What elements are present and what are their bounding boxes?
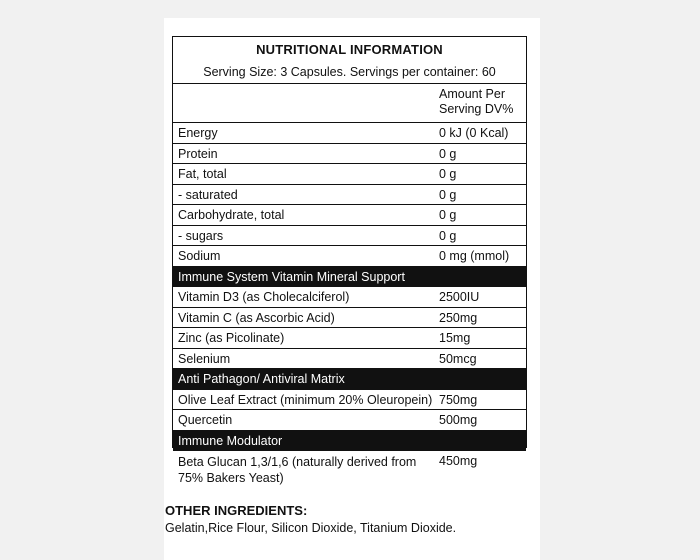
nutrient-row (173, 163, 526, 184)
ingredient-name: Zinc (as Picolinate) (178, 331, 285, 345)
section-title: Anti Pathagon/ Antiviral Matrix (178, 372, 345, 386)
nutrition-rows (173, 83, 526, 493)
ingredient-row (173, 348, 526, 369)
ingredient-value: 250mg (439, 310, 478, 325)
ingredient-row (173, 286, 526, 307)
ingredient-value: 15mg (439, 331, 471, 345)
nutrient-value: 0 g (439, 228, 457, 243)
ingredient-value: 50mcg (439, 351, 477, 366)
nutrient-name: Protein (178, 146, 218, 161)
section-header-immune-modulator (173, 430, 526, 451)
nutrient-row (173, 143, 526, 164)
nutrient-row (173, 122, 526, 143)
ingredient-value: 450mg (439, 454, 478, 468)
section-title: Immune Modulator (178, 433, 283, 448)
ingredient-name: Quercetin (178, 413, 233, 427)
other-ingredients-title: OTHER INGREDIENTS: (165, 503, 308, 518)
serving-info: Serving Size: 3 Capsules. Servings per container: 60 (203, 65, 496, 79)
nutrient-value: 0 g (439, 146, 457, 161)
ingredient-row (173, 389, 526, 410)
ingredient-name: Vitamin D3 (as Cholecalciferol) (178, 290, 350, 304)
nutrient-value: 0 kJ (0 Kcal) (439, 126, 509, 140)
ingredient-row (173, 307, 526, 328)
ingredient-name: Selenium (178, 351, 231, 366)
nutrient-value: 0 g (439, 187, 457, 202)
nutrient-name: Energy (178, 126, 218, 140)
nutrient-row (173, 184, 526, 205)
other-ingredients-text: Gelatin,Rice Flour, Silicon Dioxide, Titanium Dioxide. (165, 521, 457, 535)
section-header-antiviral (173, 368, 526, 389)
ingredient-name: Olive Leaf Extract (minimum 20% Oleuropein) (178, 392, 433, 407)
amount-per-serving-header: Amount Per Serving DV% (439, 87, 514, 116)
nutrient-name: Fat, total (178, 167, 227, 181)
nutrient-row (173, 225, 526, 246)
nutrient-name: Carbohydrate, total (178, 208, 285, 222)
nutrient-row (173, 245, 526, 266)
nutrient-name: Sodium (178, 249, 221, 263)
nutrient-value: 0 g (439, 208, 457, 222)
ingredient-row (173, 327, 526, 348)
nutrient-value: 0 mg (mmol) (439, 249, 510, 263)
nutrition-title: NUTRITIONAL INFORMATION (256, 42, 443, 57)
nutrient-row (173, 204, 526, 225)
nutrient-value: 0 g (439, 167, 457, 181)
ingredient-row (173, 450, 526, 493)
section-header-immune-support (173, 266, 526, 287)
ingredient-value: 500mg (439, 413, 478, 427)
ingredient-value: 2500IU (439, 290, 480, 304)
nutrient-name: - saturated (178, 187, 238, 202)
column-header-row (173, 83, 526, 122)
ingredient-row (173, 409, 526, 430)
section-title: Immune System Vitamin Mineral Support (178, 269, 405, 284)
ingredient-name: Beta Glucan 1,3/1,6 (naturally derived from 75% Bakers Yeast) (178, 455, 417, 485)
nutrient-name: - sugars (178, 228, 224, 243)
ingredient-name: Vitamin C (as Ascorbic Acid) (178, 310, 335, 325)
nutrition-table (172, 36, 527, 485)
ingredient-value: 750mg (439, 392, 478, 407)
